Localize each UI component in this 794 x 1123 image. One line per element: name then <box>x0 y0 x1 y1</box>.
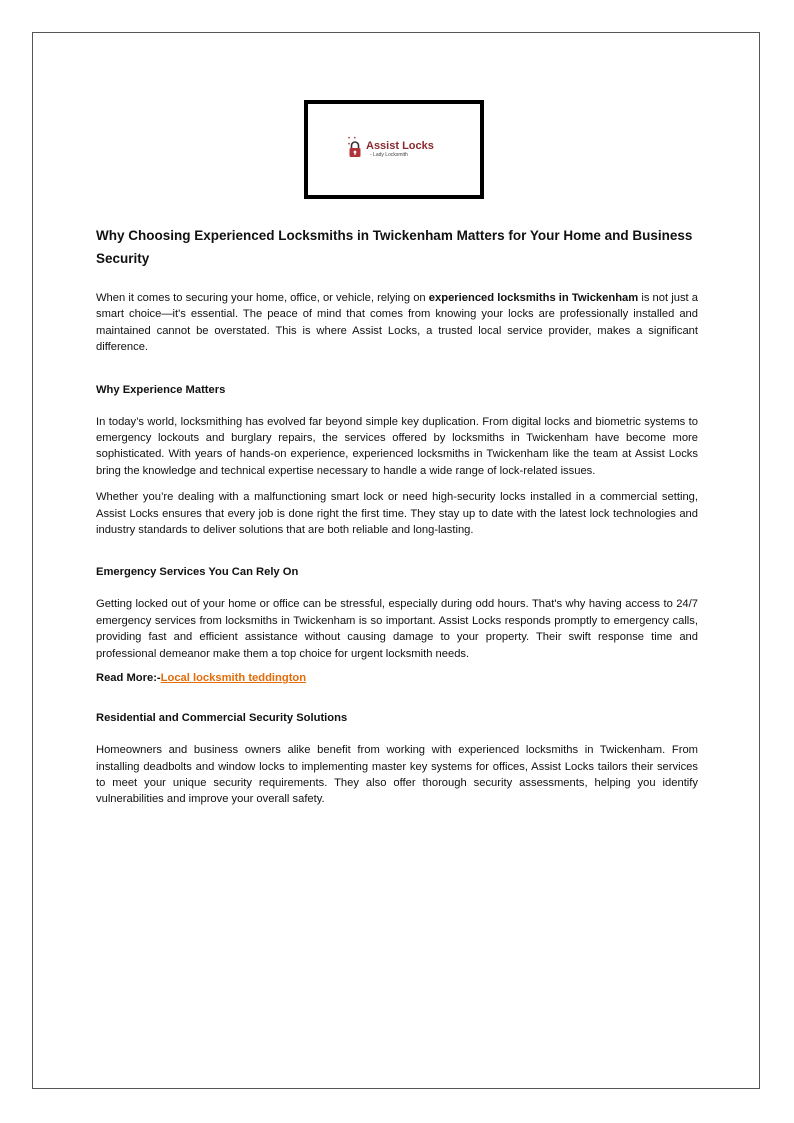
article <box>96 224 698 818</box>
section-paragraph: Homeowners and business owners alike benefit from working with experienced locksmiths in Twickenham. From installing deadbolts and window locks to implementing master key systems for offices, Assist Locks tailors their services to meet your unique security requirements. They also offer thorough security assessments, helping you identify vulnerabilities and improve your overall safety. <box>96 744 698 806</box>
logo-dots: • • • <box>348 136 357 148</box>
intro-text-after: is not just a smart choice—it's essential. The peace of mind that comes from knowing your locks are professionally installed and maintained cannot be overstated. This is where Assist Locks, a trusted local service provider, makes a significant difference. <box>96 292 699 354</box>
lock-icon <box>348 136 362 158</box>
article-title: Why Choosing Experienced Locksmiths in Twickenham Matters for Your Home and Business Security <box>96 228 693 266</box>
logo-frame <box>304 100 484 199</box>
section-heading: Why Experience Matters <box>96 383 226 396</box>
intro-text-before: When it comes to securing your home, office, or vehicle, relying on <box>96 292 429 304</box>
section-paragraph: Whether you’re dealing with a malfunctioning smart lock or need high-security locks installed in a commercial setting, Assist Locks ensures that every job is done right the first time. They stay up to date with the latest lock technologies and industry standards to deliver solutions that are both reliable and long-lasting. <box>96 491 698 537</box>
intro-paragraph <box>96 290 698 356</box>
read-more-label: Read More:- <box>96 672 161 685</box>
section-heading: Residential and Commercial Security Solutions <box>96 712 348 725</box>
section-heading: Emergency Services You Can Rely On <box>96 566 299 579</box>
logo-subtitle: - Lady Locksmith <box>370 151 408 158</box>
logo <box>348 136 434 158</box>
section-paragraph: Getting locked out of your home or office can be stressful, especially during odd hours. That's why having access to 24/7 emergency services from locksmiths in Twickenham is so important. Assist Locks responds promptly to emergency calls, providing fast and efficient assistance without causing damage to your property. Their swift response time and professional demeanor make them a top choice for urgent locksmith needs. <box>96 598 698 660</box>
logo-title: Assist Locks <box>366 139 434 152</box>
intro-keyword: experienced locksmiths in Twickenham <box>428 292 639 304</box>
section-paragraph: In today’s world, locksmithing has evolved far beyond simple key duplication. From digital locks and biometric systems to emergency lockouts and burglary repairs, the services offered by locksmiths in Twickenham have become more sophisticated. With years of hands-on experience, experienced locksmiths in Twickenham like the team at Assist Locks bring the knowledge and technical expertise necessary to handle a wide range of lock-related issues. <box>96 415 698 477</box>
read-more-link[interactable]: Local locksmith teddington <box>160 672 307 685</box>
read-more <box>96 672 698 684</box>
